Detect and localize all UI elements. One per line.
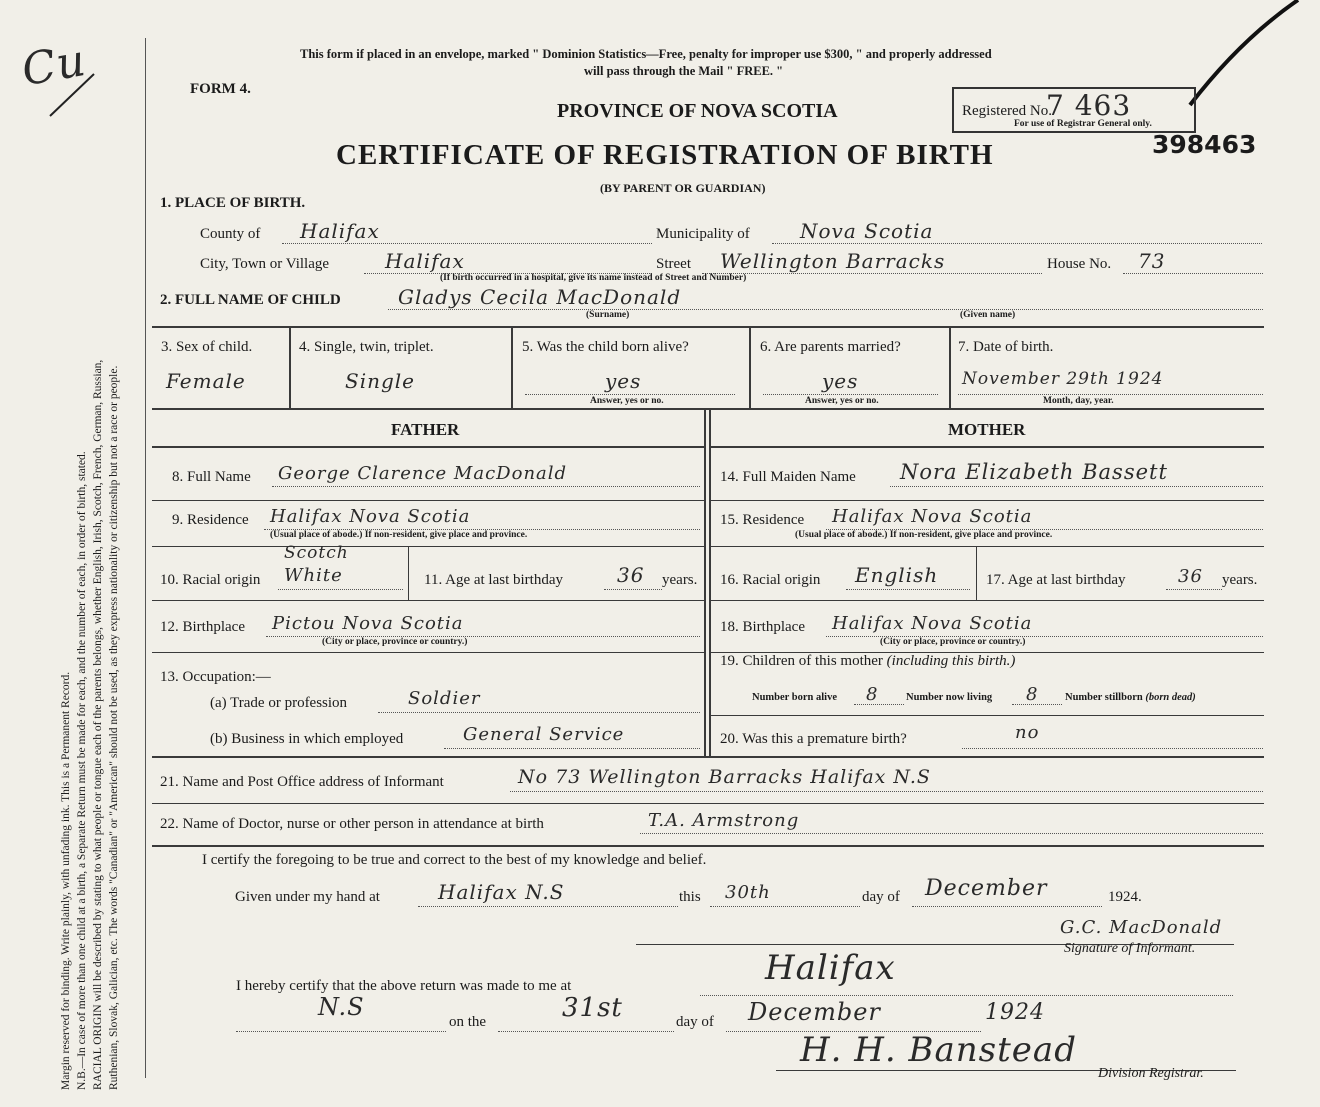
birth-type-label: 4. Single, twin, triplet. bbox=[299, 339, 434, 355]
registrar-on-the-label: on the bbox=[449, 1014, 487, 1030]
registered-number: 7 463 bbox=[1046, 89, 1132, 122]
registrar-place-value: Halifax bbox=[765, 948, 896, 988]
business-label: (b) Business in which employed bbox=[210, 731, 404, 747]
father-rule-4 bbox=[152, 652, 705, 653]
registrar-place-line-2 bbox=[236, 1031, 446, 1032]
place-of-birth-heading: 1. PLACE OF BIRTH. bbox=[160, 195, 306, 211]
registrar-day-of-label: day of bbox=[676, 1014, 714, 1030]
parents-married-label: 6. Are parents married? bbox=[760, 339, 901, 355]
mother-birthplace-label: 18. Birthplace bbox=[720, 619, 805, 635]
father-heading: FATHER bbox=[391, 420, 460, 439]
row3-divider-4 bbox=[949, 328, 951, 408]
registrar-place-value-2: N.S bbox=[318, 993, 365, 1021]
given-name-caption: (Given name) bbox=[960, 310, 1016, 320]
dob-caption: Month, day, year. bbox=[1043, 396, 1114, 406]
registrar-day-line bbox=[498, 1031, 674, 1032]
this-label: this bbox=[679, 889, 701, 905]
father-rule-1 bbox=[152, 500, 705, 501]
stillborn-heading bbox=[1065, 692, 1196, 703]
registrar-signature: H. H. Banstead bbox=[800, 1030, 1077, 1070]
mother-racial-divider bbox=[976, 547, 977, 600]
premature-label: 20. Was this a premature birth? bbox=[720, 731, 907, 747]
child-name-line bbox=[388, 309, 1263, 310]
municipality-line bbox=[772, 243, 1262, 244]
informant-label: 21. Name and Post Office address of Informant bbox=[160, 774, 444, 790]
rule-after-informant bbox=[152, 803, 1264, 804]
mother-age-value: 36 bbox=[1178, 566, 1203, 587]
mother-name-line bbox=[890, 486, 1263, 487]
father-age-line bbox=[604, 589, 662, 590]
rule-after-name bbox=[152, 326, 1264, 328]
notice-line-1: This form if placed in an envelope, marked " Dominion Statistics—Free, penalty for improper use $300, " and properly addressed bbox=[300, 47, 992, 61]
mother-age-line bbox=[1166, 589, 1222, 590]
trade-value: Soldier bbox=[408, 688, 481, 709]
informant-signature-caption: Signature of Informant. bbox=[1064, 941, 1196, 956]
dob-line bbox=[958, 394, 1263, 395]
house-value: 73 bbox=[1138, 249, 1166, 273]
father-racial-label: 10. Racial origin bbox=[160, 572, 261, 588]
mother-racial-label: 16. Racial origin bbox=[720, 572, 821, 588]
mother-racial-line bbox=[846, 589, 970, 590]
row3-divider-1 bbox=[289, 328, 291, 408]
registered-label: Registered No. bbox=[962, 103, 1052, 119]
doctor-line bbox=[640, 833, 1263, 834]
margin-note-1: Margin reserved for binding. Write plainly, with unfading ink. This is a Permanent Record. bbox=[60, 671, 72, 1090]
father-name-value: George Clarence MacDonald bbox=[278, 463, 568, 484]
rule-after-doctor bbox=[152, 845, 1264, 847]
registrar-caption: Division Registrar. bbox=[1098, 1066, 1204, 1081]
child-name-value: Gladys Cecila MacDonald bbox=[398, 285, 682, 309]
born-alive-count-value: 8 bbox=[866, 684, 879, 705]
registrar-statement: I hereby certify that the above return was made to me at bbox=[236, 978, 572, 994]
informant-line bbox=[510, 791, 1263, 792]
row3-divider-3 bbox=[749, 328, 751, 408]
informant-signature: G.C. MacDonald bbox=[1060, 917, 1223, 938]
doctor-value: T.A. Armstrong bbox=[648, 810, 800, 831]
city-value: Halifax bbox=[385, 249, 465, 273]
given-label: Given under my hand at bbox=[235, 889, 380, 905]
parents-married-line bbox=[763, 394, 938, 395]
hospital-note: (If birth occurred in a hospital, give its name instead of Street and Number) bbox=[440, 273, 747, 283]
occupation-label: 13. Occupation:— bbox=[160, 669, 271, 685]
county-label: County of bbox=[200, 226, 261, 242]
born-alive-caption: Answer, yes or no. bbox=[590, 396, 664, 406]
father-heading-rule bbox=[152, 446, 705, 448]
municipality-label: Municipality of bbox=[656, 226, 750, 242]
father-birthplace-value: Pictou Nova Scotia bbox=[272, 613, 464, 634]
registrar-place-line bbox=[700, 995, 1233, 996]
parents-divider-b bbox=[709, 410, 711, 756]
mother-age-suffix: years. bbox=[1222, 572, 1258, 588]
stillborn-label: Number stillborn bbox=[1065, 692, 1143, 703]
county-line bbox=[282, 243, 652, 244]
cert-day-of-label: day of bbox=[862, 889, 900, 905]
this-day-value: 30th bbox=[725, 882, 771, 903]
parents-married-value: yes bbox=[822, 369, 859, 393]
now-living-value: 8 bbox=[1026, 684, 1039, 705]
house-line bbox=[1123, 273, 1263, 274]
father-age-label: 11. Age at last birthday bbox=[424, 572, 563, 588]
mother-birthplace-caption: (City or place, province or country.) bbox=[880, 637, 1026, 647]
born-alive-line bbox=[525, 394, 735, 395]
registrar-year-value: 1924 bbox=[985, 1000, 1045, 1025]
municipality-value: Nova Scotia bbox=[800, 219, 934, 243]
notice-line-2: will pass through the Mail " FREE. " bbox=[584, 64, 784, 78]
mother-children-heading bbox=[720, 653, 1015, 670]
father-rule-3 bbox=[152, 600, 705, 601]
dob-label: 7. Date of birth. bbox=[958, 339, 1054, 355]
margin-note-2: N.B.—In case of more than one child at a birth, a Separate Return must be made for each, and the number of each, in order of birth, stated. bbox=[76, 451, 88, 1090]
mother-residence-caption: (Usual place of abode.) If non-resident, give place and province. bbox=[795, 530, 1053, 540]
this-day-line bbox=[710, 906, 860, 907]
mother-racial-value: English bbox=[855, 563, 939, 587]
row3-divider-2 bbox=[511, 328, 513, 408]
father-residence-label: 9. Residence bbox=[172, 512, 249, 528]
street-value: Wellington Barracks bbox=[720, 249, 946, 273]
sex-label: 3. Sex of child. bbox=[161, 339, 253, 355]
doctor-label: 22. Name of Doctor, nurse or other person in attendance at birth bbox=[160, 816, 544, 832]
mother-rule-5 bbox=[710, 715, 1264, 716]
registered-box bbox=[952, 87, 1196, 133]
mother-residence-value: Halifax Nova Scotia bbox=[832, 506, 1033, 527]
mother-age-label: 17. Age at last birthday bbox=[986, 572, 1126, 588]
form-number: FORM 4. bbox=[190, 81, 251, 97]
father-racial-line bbox=[278, 589, 403, 590]
street-label: Street bbox=[656, 256, 691, 272]
father-residence-caption: (Usual place of abode.) If non-resident, give place and province. bbox=[270, 530, 528, 540]
father-birthplace-label: 12. Birthplace bbox=[160, 619, 245, 635]
parents-married-caption: Answer, yes or no. bbox=[805, 396, 879, 406]
mother-birthplace-value: Halifax Nova Scotia bbox=[832, 613, 1033, 634]
trade-label: (a) Trade or profession bbox=[210, 695, 348, 711]
father-residence-value: Halifax Nova Scotia bbox=[270, 506, 471, 527]
father-name-line bbox=[272, 486, 700, 487]
city-label: City, Town or Village bbox=[200, 256, 330, 272]
given-place-value: Halifax N.S bbox=[438, 880, 565, 904]
mother-residence-label: 15. Residence bbox=[720, 512, 805, 528]
mother-rule-2 bbox=[710, 546, 1264, 547]
page-subtitle: (BY PARENT OR GUARDIAN) bbox=[600, 181, 766, 195]
parents-divider-a bbox=[704, 410, 706, 756]
stamp-number: 398463 bbox=[1152, 130, 1257, 159]
top-right-check-stroke bbox=[1180, 0, 1310, 110]
born-alive-label: 5. Was the child born alive? bbox=[522, 339, 689, 355]
premature-line bbox=[962, 748, 1263, 749]
father-name-label: 8. Full Name bbox=[172, 469, 251, 485]
child-name-label: 2. FULL NAME OF CHILD bbox=[160, 292, 341, 308]
father-age-suffix: years. bbox=[662, 572, 698, 588]
county-value: Halifax bbox=[300, 219, 380, 243]
father-racial-divider bbox=[408, 547, 409, 600]
born-alive-value: yes bbox=[605, 369, 642, 393]
mother-children-italic: (including this birth.) bbox=[886, 653, 1016, 669]
province-heading: PROVINCE OF NOVA SCOTIA bbox=[557, 100, 838, 122]
now-living-label: Number now living bbox=[906, 692, 993, 703]
street-line bbox=[702, 273, 1042, 274]
father-rule-2 bbox=[152, 546, 705, 547]
rule-after-parents bbox=[152, 756, 1264, 758]
cert-month-line bbox=[912, 906, 1102, 907]
father-age-value: 36 bbox=[617, 563, 645, 587]
trade-line bbox=[378, 712, 700, 713]
mother-rule-1 bbox=[710, 500, 1264, 501]
born-alive-count-label: Number born alive bbox=[752, 692, 837, 703]
house-label: House No. bbox=[1047, 256, 1112, 272]
cert-year-value: 1924. bbox=[1108, 889, 1142, 905]
sex-value: Female bbox=[166, 369, 246, 393]
informant-value: No 73 Wellington Barracks Halifax N.S bbox=[518, 766, 931, 788]
father-birthplace-caption: (City or place, province or country.) bbox=[322, 637, 468, 647]
father-racial-value: White bbox=[284, 565, 343, 586]
registrar-day-value: 31st bbox=[562, 993, 623, 1023]
mother-heading: MOTHER bbox=[948, 420, 1026, 439]
mother-name-value: Nora Elizabeth Bassett bbox=[900, 460, 1168, 484]
stillborn-note: (born dead) bbox=[1145, 692, 1196, 703]
rule-after-row3 bbox=[152, 408, 1264, 410]
certification-statement: I certify the foregoing to be true and correct to the best of my knowledge and belief. bbox=[202, 852, 707, 868]
father-racial-value-above: Scotch bbox=[284, 543, 349, 563]
registrar-note: For use of Registrar General only. bbox=[1014, 119, 1152, 129]
margin-note-3: RACIAL ORIGIN will be described by stating to what people or tongue each of the parents belongs, whether English, Irish, Scotch, French, German, Russian, bbox=[92, 359, 104, 1090]
surname-caption: (Surname) bbox=[586, 310, 630, 320]
mother-children-label: 19. Children of this mother bbox=[720, 653, 883, 669]
mother-heading-rule bbox=[710, 446, 1264, 448]
margin-notes bbox=[58, 30, 122, 1090]
cert-month-value: December bbox=[925, 876, 1048, 901]
binding-margin-rule bbox=[145, 38, 146, 1078]
mother-rule-3 bbox=[710, 600, 1264, 601]
mother-name-label: 14. Full Maiden Name bbox=[720, 469, 856, 485]
business-line bbox=[444, 748, 700, 749]
premature-value: no bbox=[1015, 722, 1040, 743]
given-place-line bbox=[418, 906, 678, 907]
business-value: General Service bbox=[463, 724, 625, 745]
birth-type-value: Single bbox=[345, 369, 416, 393]
born-alive-count-line bbox=[854, 704, 904, 705]
page-title: CERTIFICATE OF REGISTRATION OF BIRTH bbox=[336, 139, 994, 171]
dob-value: November 29th 1924 bbox=[962, 369, 1164, 389]
registrar-month-value: December bbox=[748, 998, 881, 1026]
corner-initials: Cu bbox=[18, 34, 90, 97]
margin-note-4: Ruthenian, Slovak, Galician, etc. The words "Canadian" or "American" should not be used, as they express nationality or citizenship but not a race or people. bbox=[108, 365, 120, 1090]
